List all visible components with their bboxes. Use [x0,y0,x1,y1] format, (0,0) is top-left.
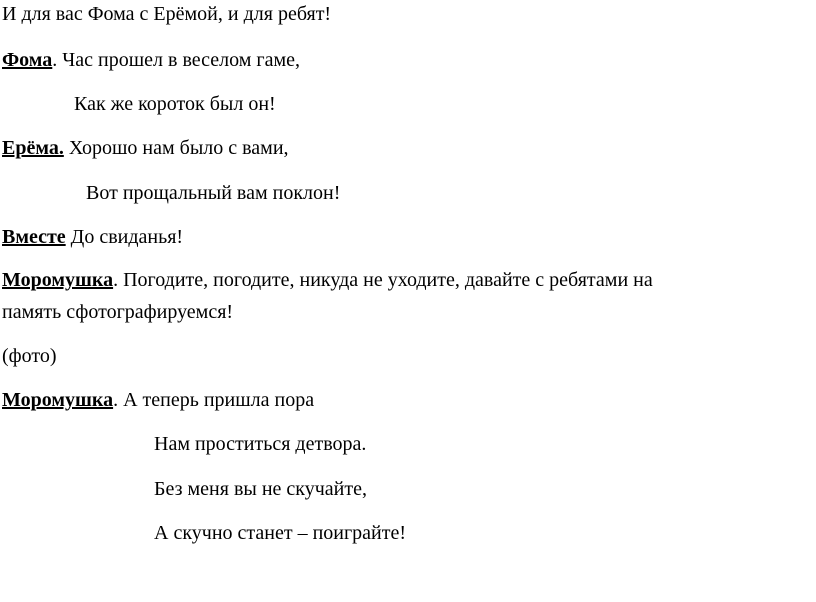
line-text: Как же короток был он! [74,93,276,115]
line-text: До свиданья! [65,226,184,248]
verse-line [154,521,406,545]
verse-line [154,432,366,456]
line-text: Без меня вы не скучайте, [154,478,367,500]
verse-line [154,477,367,501]
line-text: И для вас Фома с Ерёмой, и для ребят! [2,3,332,25]
line-text: Вот прощальный вам поклон! [86,182,341,204]
dialogue-line [2,225,183,249]
speaker-name: Фома [2,49,53,71]
dialogue-line [2,136,289,160]
speaker-name: Моромушка [2,269,114,291]
stage-direction [2,344,57,368]
line-text: Хорошо нам было с вами, [63,137,289,159]
verse-line [74,92,276,116]
line-text: (фото) [2,345,57,367]
speaker-name: Ерёма. [2,137,64,159]
line-text: . Час прошел в веселом гаме, [52,49,301,71]
line-text: память сфотографируемся! [2,301,234,323]
line-text: А скучно станет – поиграйте! [154,522,407,544]
line-text: . А теперь пришла пора [113,389,315,411]
speaker-name: Моромушка [2,389,114,411]
text-line [2,300,233,324]
text-line [2,2,331,26]
line-text: . Погодите, погодите, никуда не уходите, давайте с ребятами на [113,269,653,291]
dialogue-line [2,48,300,72]
dialogue-line [2,388,314,412]
line-text: Нам проститься детвора. [154,433,367,455]
speaker-name: Вместе [2,226,66,248]
dialogue-line [2,268,653,292]
verse-line [86,181,340,205]
